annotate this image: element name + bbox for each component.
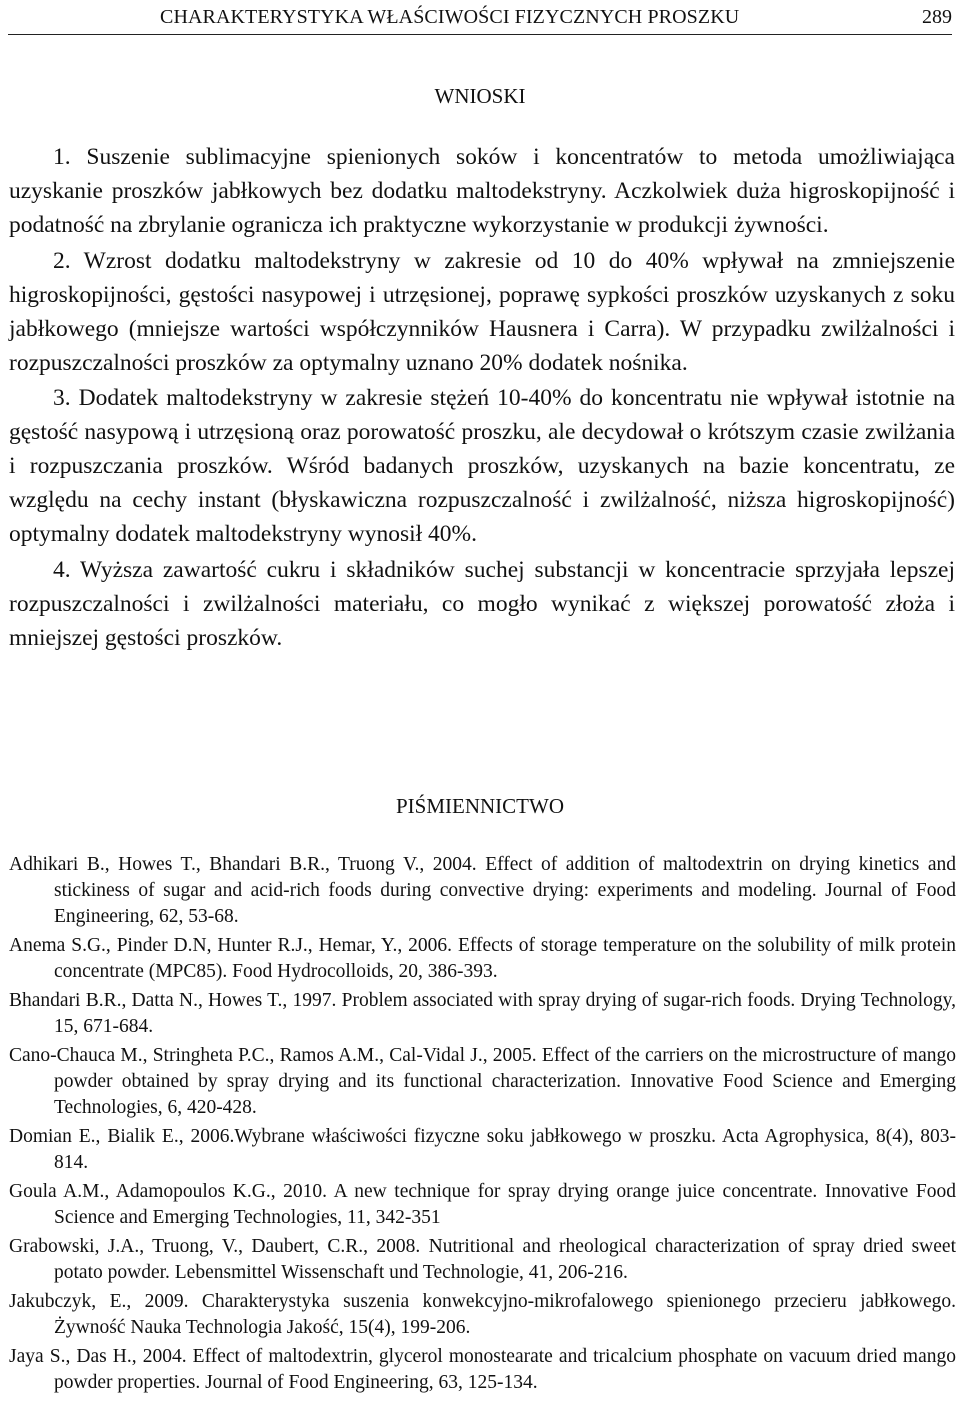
- conclusion-item-1: 1. Suszenie sublimacyjne spienionych soków i koncentratów to metoda umożliwiająca uzyskanie proszków jabłkowych bez dodatku maltodekstryny. Aczkolwiek duża higroskopijność i podatność na zbrylanie ogranicza ich praktyczne wykorzystanie w produkcji żywności.: [9, 144, 955, 238]
- reference-item: Bhandari B.R., Datta N., Howes T., 1997. Problem associated with spray drying of sugar-rich foods. Drying Technology, 15, 671-684.: [9, 990, 956, 1037]
- reference-item: Jakubczyk, E., 2009. Charakterystyka suszenia konwekcyjno-mikrofalowego spienionego przecieru jabłkowego. Żywność Nauka Technologia Jakość, 15(4), 199-206.: [9, 1291, 956, 1338]
- reference-item: Anema S.G., Pinder D.N, Hunter R.J., Hemar, Y., 2006. Effects of storage temperature on the solubility of milk protein concentrate (MPC85). Food Hydrocolloids, 20, 386-393.: [9, 935, 956, 982]
- references-list: [9, 852, 956, 1399]
- page-number: 289: [922, 6, 952, 28]
- reference-item: Adhikari B., Howes T., Bhandari B.R., Truong V., 2004. Effect of addition of maltodextrin on drying kinetics and stickiness of sugar and acid-rich foods during convective drying: experiments and modeling. Journal of Food Engineering, 62, 53-68.: [9, 854, 956, 927]
- reference-item: Jaya S., Das H., 2004. Effect of maltodextrin, glycerol monostearate and tricalcium phosphate on vacuum dried mango powder properties. Journal of Food Engineering, 63, 125-134.: [9, 1346, 956, 1393]
- reference-item: Domian E., Bialik E., 2006.Wybrane właściwości fizyczne soku jabłkowego w proszku. Acta Agrophysica, 8(4), 803-814.: [9, 1126, 956, 1173]
- reference-item: Grabowski, J.A., Truong, V., Daubert, C.R., 2008. Nutritional and rheological characterization of spray dried sweet potato powder. Lebensmittel Wissenschaft und Technologie, 41, 206-216.: [9, 1236, 956, 1283]
- conclusion-item-2: 2. Wzrost dodatku maltodekstryny w zakresie od 10 do 40% wpływał na zmniejszenie higroskopijności, gęstości nasypowej i utrzęsionej, poprawę sypkości proszków uzyskanych z soku jabłkowego (mniejsze wartości współczynników Hausnera i Carra). W przypadku zwilżalności i rozpuszczalności proszków za optymalny uznano 20% dodatek nośnika.: [9, 247, 955, 376]
- references-heading: PIŚMIENNICTWO: [396, 794, 564, 818]
- reference-item: Cano-Chauca M., Stringheta P.C., Ramos A.M., Cal-Vidal J., 2005. Effect of the carriers on the microstructure of mango powder obtained by spray drying and its functional characterization. Innovative Food Science and Emerging Technologies, 6, 420-428.: [9, 1045, 956, 1118]
- conclusion-item-4: 4. Wyższa zawartość cukru i składników suchej substancji w koncentracie sprzyjała lepszej rozpuszczalności i zwilżalności materiału, co mogło wynikać z większej porowatość złoża i mniejszej gęstości proszków.: [9, 557, 955, 652]
- conclusions-list: [9, 140, 955, 657]
- reference-item: Goula A.M., Adamopoulos K.G., 2010. A new technique for spray drying orange juice concentrate. Innovative Food Science and Emerging Technologies, 11, 342-351: [9, 1181, 956, 1228]
- conclusion-item-3: 3. Dodatek maltodekstryny w zakresie stężeń 10-40% do koncentratu nie wpływał istotnie na gęstość nasypową i utrzęsioną oraz porowatość proszku, ale decydował o krótszym czasie zwilżania i rozpuszczania proszków. Wśród badanych proszków, uzyskanych na bazie koncentratu, ze względu na cechy instant (błyskawiczna rozpuszczalność i zwilżalność, niższa higroskopijność) optymalny dodatek maltodekstryny wynosił 40%.: [9, 385, 955, 548]
- running-title: CHARAKTERYSTYKA WŁAŚCIWOŚCI FIZYCZNYCH PROSZKU: [160, 6, 740, 28]
- running-header: [8, 4, 952, 35]
- conclusions-heading: WNIOSKI: [434, 84, 526, 108]
